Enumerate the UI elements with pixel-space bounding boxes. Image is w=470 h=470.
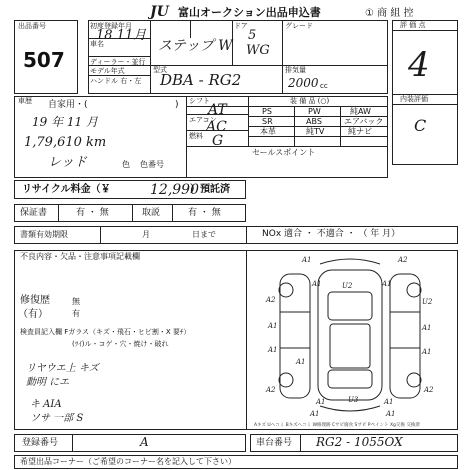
color-no-label: 色番号 xyxy=(140,160,164,169)
recycle-label: リサイクル料金（￥ xyxy=(22,184,111,195)
car-name-value: ステップ W xyxy=(158,38,233,54)
displacement-value: 2000 xyxy=(288,76,319,90)
damage-mark: A2 xyxy=(266,386,276,394)
wheel xyxy=(279,283,293,297)
damage-mark: A1 xyxy=(312,280,322,288)
sales-point-label: セールスポイント xyxy=(252,148,316,157)
damage-mark: A2 xyxy=(398,256,408,264)
inspector-legend-1: 検査員記入欄 Fガラス（キズ・飛石・ヒビ割・X 要ﾁ） xyxy=(20,328,191,336)
warranty-label: 保証書 xyxy=(20,208,48,218)
equipment-item: エアバック xyxy=(344,117,384,126)
history-label: 車歴 xyxy=(18,97,32,105)
model-type-label: 型式 xyxy=(153,66,167,74)
wheel xyxy=(279,373,293,387)
damage-legend: Aキズ Uヘコミ Bキズヘコミ W修理跡 Cサビ腐食 Sサビ Pペイント Xg交換 交換済 xyxy=(254,423,420,428)
repair-paren: （有） xyxy=(18,309,48,320)
mileage-value: 1,79,610 km xyxy=(24,135,107,150)
car-name-label: 車名 xyxy=(90,40,104,48)
cc-unit: cc xyxy=(320,82,328,90)
inspector-legend-2: (ﾂｲ)ル・コゲ・穴・焼け・破れ xyxy=(72,340,169,348)
equipment-item: ABS xyxy=(306,117,322,126)
first-reg-value: 18 11月 xyxy=(96,28,147,43)
form-title: 富山オークション出品申込書 xyxy=(178,6,321,19)
displacement-label: 排気量 xyxy=(285,66,306,74)
validity-day: 日まで xyxy=(192,230,216,239)
grade-label: グレード xyxy=(285,22,313,30)
fuel-value: G xyxy=(212,133,224,149)
fuel-label: 燃料 xyxy=(189,132,203,140)
equipment-label: 装 備 品 (○) xyxy=(290,97,330,105)
dealer-label: ディーラー・並行 xyxy=(90,58,146,66)
ac-label: エアコン xyxy=(189,116,217,124)
model-type-value: DBA - RG2 xyxy=(160,71,242,89)
damage-mark: A1 xyxy=(302,256,312,264)
damage-mark: A1 xyxy=(316,398,326,406)
manual-label: 取説 xyxy=(142,208,161,218)
evaluation-score: 4 xyxy=(408,45,430,85)
windshield xyxy=(328,292,372,320)
car-damage-diagram xyxy=(250,252,456,428)
repair-opt-none: 無 xyxy=(72,297,80,306)
usage-type: 自家用・( xyxy=(48,100,88,110)
shift-value: AT xyxy=(208,102,227,118)
repair-opt-yes: 有 xyxy=(72,309,80,318)
right-side-outline xyxy=(390,274,420,398)
model-label: モデル年式 xyxy=(90,67,125,75)
equipment-item: 純TV xyxy=(306,127,325,136)
equipment-item: PS xyxy=(262,107,272,116)
equipment-item: 純ナビ xyxy=(348,127,372,136)
hand-note: キ AIA xyxy=(30,399,62,410)
equipment-item: 本革 xyxy=(260,127,276,136)
equipment-item: 純AW xyxy=(350,107,371,116)
lot-number: 507 xyxy=(23,48,65,72)
grade-value: WG xyxy=(246,43,270,58)
evaluation-label: 評 価 点 xyxy=(400,21,426,29)
damage-mark: U3 xyxy=(348,396,359,404)
first-reg-label: 初度登録年月 xyxy=(90,22,132,30)
equipment-item: PW xyxy=(308,107,321,116)
reg-number-value: A xyxy=(140,435,149,449)
repair-label: 修復歴 xyxy=(20,295,50,306)
chassis-value: RG2 - 1055OX xyxy=(316,435,403,449)
equipment-item: SR xyxy=(262,117,273,126)
validity-label: 書類有効期限 xyxy=(20,230,68,239)
damage-mark: A1 xyxy=(386,410,396,418)
damage-mark: A1 xyxy=(382,280,392,288)
hand-note: 動明 にエ xyxy=(26,377,70,388)
handle-label: ハンドル 右・左 xyxy=(90,77,142,85)
evaluation-box xyxy=(392,20,458,165)
damage-mark: A1 xyxy=(384,398,394,406)
door-label: ドア xyxy=(234,22,248,30)
interior-value: C xyxy=(414,116,427,135)
roof xyxy=(330,324,370,368)
warranty-options: 有 ・ 無 xyxy=(76,208,109,218)
logo-mark: JU xyxy=(150,4,169,20)
front-bumper xyxy=(320,259,380,264)
shift-label: シフト xyxy=(189,97,210,105)
copy-type-label: ① 商 組 控 xyxy=(365,8,414,19)
expiry-value: 19 年 11 月 xyxy=(32,115,98,129)
wheel xyxy=(407,283,421,297)
corner-label: 希望出品コーナー（ご希望のコーナー名を記入して下さい） xyxy=(20,457,236,466)
hand-note: リヤウエ上 キズ xyxy=(26,363,99,374)
usage-close: ) xyxy=(175,100,179,110)
hand-note: ソサ 一部 S xyxy=(30,413,84,424)
ac-value: AC xyxy=(206,119,227,135)
damage-mark: A1 xyxy=(268,322,278,330)
color-label: 色 xyxy=(122,160,130,169)
wheel xyxy=(407,373,421,387)
door-value: 5 xyxy=(248,28,257,43)
damage-mark: A1 xyxy=(422,348,432,356)
defects-label: 不良内容・欠品・注意事項記載欄 xyxy=(20,252,140,261)
damage-mark: A2 xyxy=(424,386,434,394)
rear-window xyxy=(328,370,372,388)
damage-mark: A1 xyxy=(296,358,306,366)
damage-mark: A1 xyxy=(268,346,278,354)
damage-mark: U2 xyxy=(342,282,353,290)
chassis-label: 車台番号 xyxy=(256,438,293,448)
damage-mark: A2 xyxy=(266,296,276,304)
recycle-value: 12,990 xyxy=(150,182,199,198)
lot-label: 出品番号 xyxy=(18,22,46,30)
damage-mark: U2 xyxy=(422,298,433,306)
recycle-status: ）預託済 xyxy=(190,184,230,195)
manual-options: 有 ・ 無 xyxy=(188,208,221,218)
damage-mark: A1 xyxy=(422,324,432,332)
reg-number-label: 登録番号 xyxy=(22,438,59,448)
validity-month: 月 xyxy=(142,230,150,239)
color-value: レッド xyxy=(48,155,87,170)
damage-mark: A1 xyxy=(310,410,320,418)
rear-bumper xyxy=(320,406,380,411)
nox-status: NOx 適合 ・ 不適合 ・ （ 年 月） xyxy=(262,229,401,239)
left-side-outline xyxy=(280,274,310,398)
interior-label: 内装評価 xyxy=(400,95,428,103)
